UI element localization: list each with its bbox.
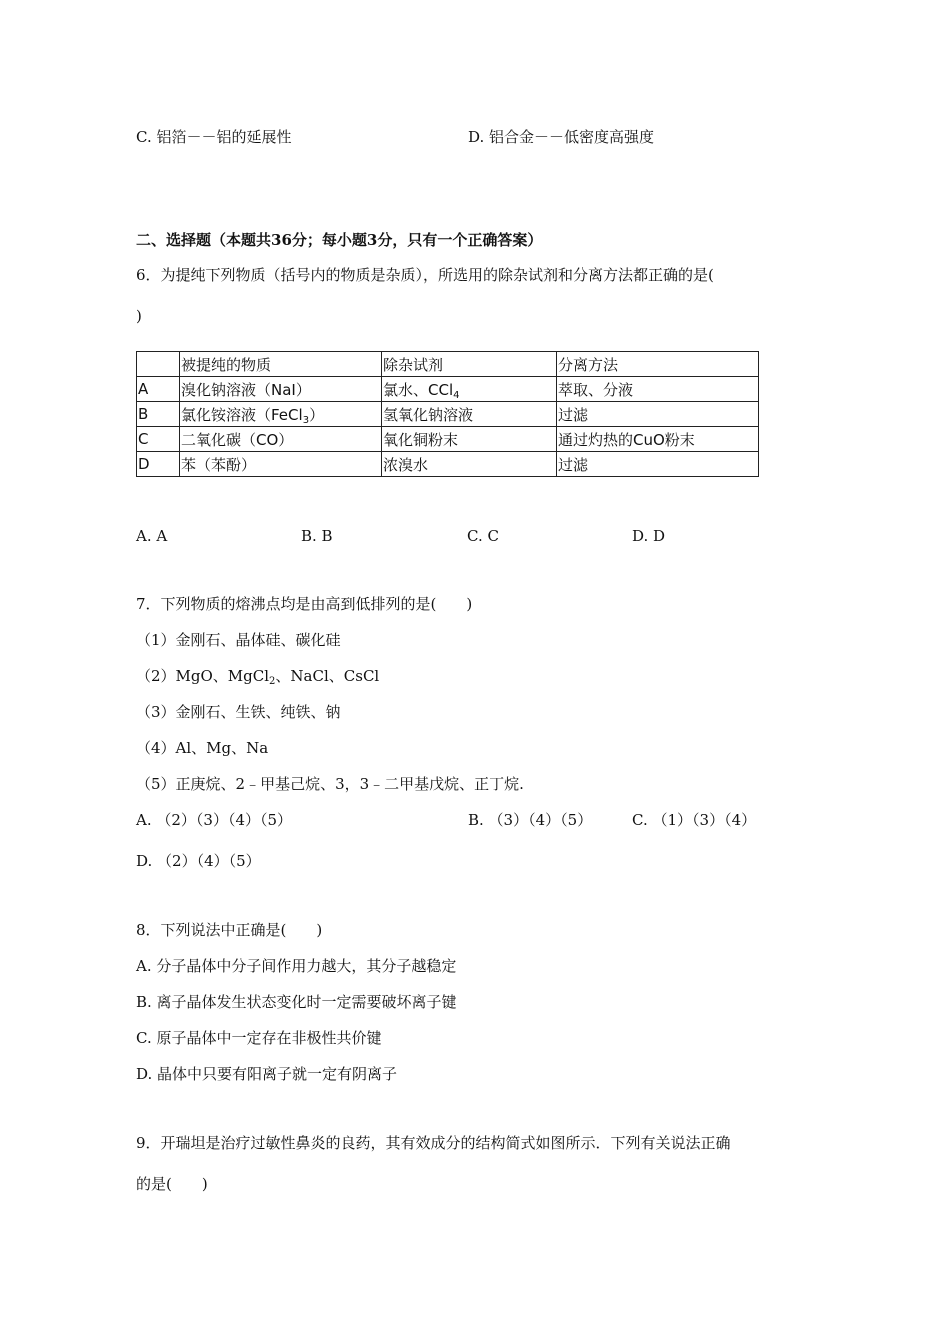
substance-cell: 苯（苯酚） [180, 452, 382, 477]
q7-option-b: B. （3）（4）（5） [468, 811, 593, 829]
q7-stem: 7．下列物质的熔沸点均是由高到低排列的是( ) [136, 595, 473, 613]
reagent-cell [382, 377, 557, 402]
q7-item-3: （3）金刚石、生铁、纯铁、钠 [136, 703, 341, 721]
q6-option-d: D. D [632, 527, 666, 545]
method-cell: 通过灼热的CuO粉末 [557, 427, 759, 452]
subscript: 2 [269, 676, 276, 687]
q7-item-2 [136, 666, 379, 686]
q9-stem: 9．开瑞坦是治疗过敏性鼻炎的良药，其有效成分的结构简式如图所示．下列有关说法正确 [136, 1134, 731, 1152]
row-label: C [137, 427, 180, 452]
q6-option-b: B. B [301, 527, 333, 545]
section-title: 二、选择题（本题共36分；每小题3分，只有一个正确答案） [136, 231, 543, 249]
q8-option-b: B. 离子晶体发生状态变化时一定需要破坏离子键 [136, 993, 457, 1011]
reagent-cell: 氢氧化钠溶液 [382, 402, 557, 427]
substance-text-end: ） [309, 405, 325, 424]
q6-option-a: A. A [136, 527, 168, 545]
table-header-cell: 分离方法 [557, 352, 759, 377]
q7-item-4: （4）Al、Mg、Na [136, 739, 269, 757]
row-label: A [137, 377, 180, 402]
table-header-cell: 被提纯的物质 [180, 352, 382, 377]
table-header-row [137, 352, 759, 377]
table-row [137, 452, 759, 477]
substance-cell: 二氧化碳（CO） [180, 427, 382, 452]
q6-stem-continued: ) [136, 307, 142, 325]
subscript: 3 [302, 414, 310, 426]
q5-option-c: C. 铝箔－－铝的延展性 [136, 128, 292, 146]
table-row [137, 402, 759, 427]
q8-option-a: A. 分子晶体中分子间作用力越大，其分子越稳定 [136, 957, 457, 975]
table-row [137, 377, 759, 402]
q8-stem: 8．下列说法中正确是( ) [136, 921, 323, 939]
row-label: D [137, 452, 180, 477]
subscript: 4 [453, 389, 460, 401]
method-cell: 萃取、分液 [557, 377, 759, 402]
row-label: B [137, 402, 180, 427]
q6-option-c: C. C [467, 527, 499, 545]
q7-item-2-text: （2）MgO、MgCl [136, 667, 270, 685]
reagent-text: 氯水、CCl [383, 380, 454, 399]
method-cell: 过滤 [557, 402, 759, 427]
substance-text: 氯化铵溶液（FeCl [181, 405, 303, 424]
q5-option-d: D. 铝合金－－低密度高强度 [468, 128, 655, 146]
table-row [137, 427, 759, 452]
q8-option-d: D. 晶体中只要有阳离子就一定有阴离子 [136, 1065, 398, 1083]
q7-item-2-text-end: 、NaCl、CsCl [275, 667, 380, 685]
q7-option-a: A. （2）（3）（4）（5） [136, 811, 293, 829]
q8-option-c: C. 原子晶体中一定存在非极性共价键 [136, 1029, 382, 1047]
q7-item-5: （5）正庚烷、2﹣甲基己烷、3，3﹣二甲基戊烷、正丁烷. [136, 775, 524, 793]
purification-table [136, 351, 759, 477]
reagent-cell: 氧化铜粉末 [382, 427, 557, 452]
substance-cell: 溴化钠溶液（NaI） [180, 377, 382, 402]
table-header-cell: 除杂试剂 [382, 352, 557, 377]
method-cell: 过滤 [557, 452, 759, 477]
substance-cell [180, 402, 382, 427]
q7-option-d: D. （2）（4）（5） [136, 852, 261, 870]
q6-stem: 6．为提纯下列物质（括号内的物质是杂质），所选用的除杂试剂和分离方法都正确的是( [136, 266, 714, 284]
reagent-cell: 浓溴水 [382, 452, 557, 477]
table-header-cell [137, 352, 180, 377]
q7-option-c: C. （1）（3）（4） [632, 811, 757, 829]
q9-stem-continued: 的是( ) [136, 1175, 208, 1193]
q7-item-1: （1）金刚石、晶体硅、碳化硅 [136, 631, 341, 649]
